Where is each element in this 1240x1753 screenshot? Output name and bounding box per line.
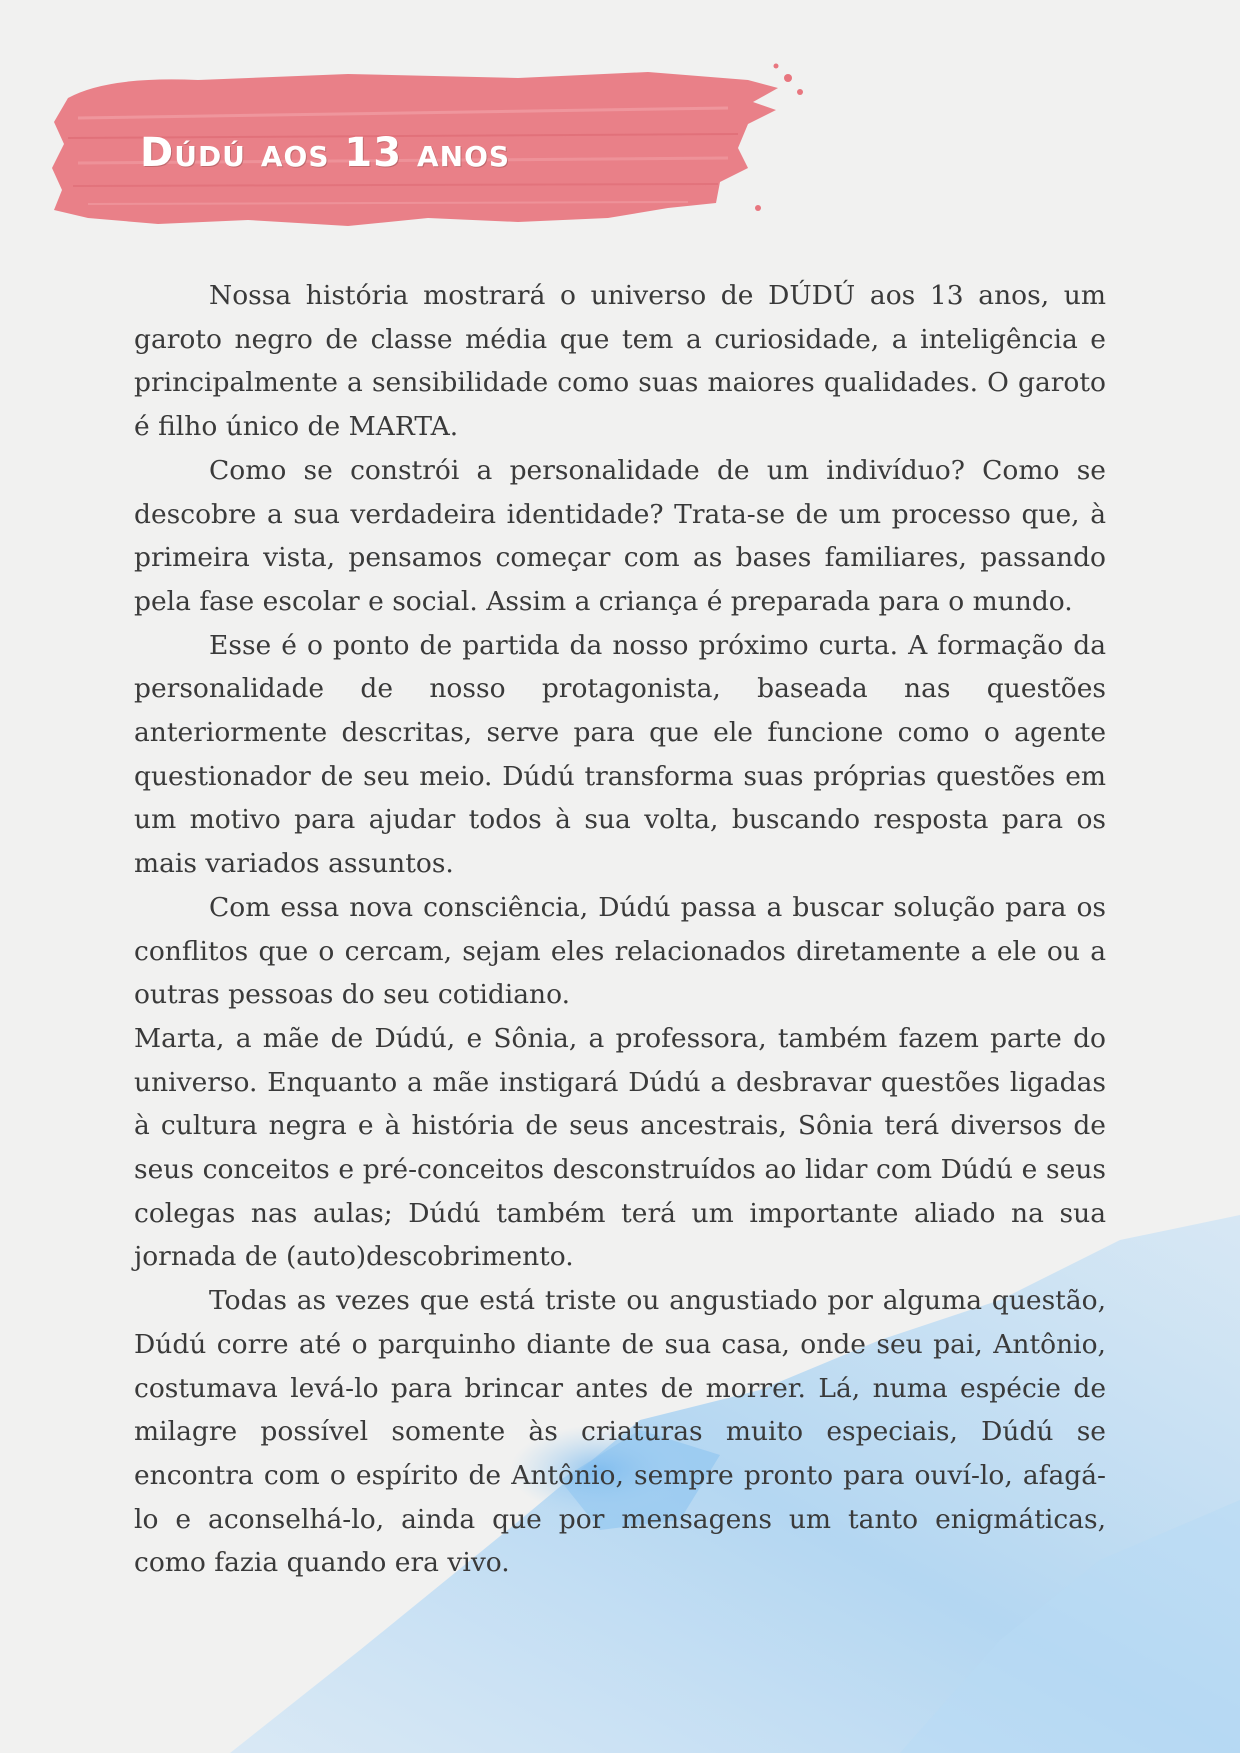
- paragraph: Marta, a mãe de Dúdú, e Sônia, a professora, também fazem parte do universo. Enquanto a mãe instigará Dúdú a desbravar questões ligadas à cultura negra e à história de seus ancestrais, Sônia terá diversos de seus conceitos e pré-conceitos desconstruídos ao lidar com Dúdú e seus colegas nas aulas; Dúdú também terá um importante aliado na sua jornada de (auto)descobrimento.: [134, 1022, 1106, 1273]
- paragraph: Como se constrói a personalidade de um indivíduo? Como se descobre a sua verdadeira identidade? Trata-se de um processo que, à primeira vista, pensamos começar com as bases familiares, passando pela fase escolar e social. Assim a criança é preparada para o mundo.: [134, 454, 1106, 617]
- paragraph: Nossa história mostrará o universo de DÚDÚ aos 13 anos, um garoto negro de classe média que tem a curiosidade, a inteligência e principalmente a sensibilidade como suas maiores qualidades. O garoto é filho único de MARTA.: [134, 280, 1106, 443]
- paragraph: Com essa nova consciência, Dúdú passa a buscar solução para os conflitos que o cercam, sejam eles relacionados diretamente a ele ou a outras pessoas do seu cotidiano.: [134, 891, 1106, 1011]
- page-title: Dúdú aos 13 anos: [140, 130, 511, 176]
- body-text: [134, 274, 1106, 1585]
- paragraph: Todas as vezes que está triste ou angustiado por alguma questão, Dúdú corre até o parquinho diante de sua casa, onde seu pai, Antônio, costumava levá-lo para brincar antes de morrer. Lá, numa espécie de milagre possível somente às criaturas muito especiais, Dúdú se encontra com o espírito de Antônio, sempre pronto para ouví-lo, afagá-lo e aconselhá-lo, ainda que por mensagens um tanto enigmáticas, como fazia quando era vivo.: [134, 1285, 1106, 1579]
- paragraph: Esse é o ponto de partida da nosso próximo curta. A formação da personalidade de nosso protagonista, baseada nas questões anteriormente descritas, serve para que ele funcione como o agente questionador de seu meio. Dúdú transforma suas próprias questões em um motivo para ajudar todos à sua volta, buscando resposta para os mais variados assuntos.: [134, 629, 1106, 880]
